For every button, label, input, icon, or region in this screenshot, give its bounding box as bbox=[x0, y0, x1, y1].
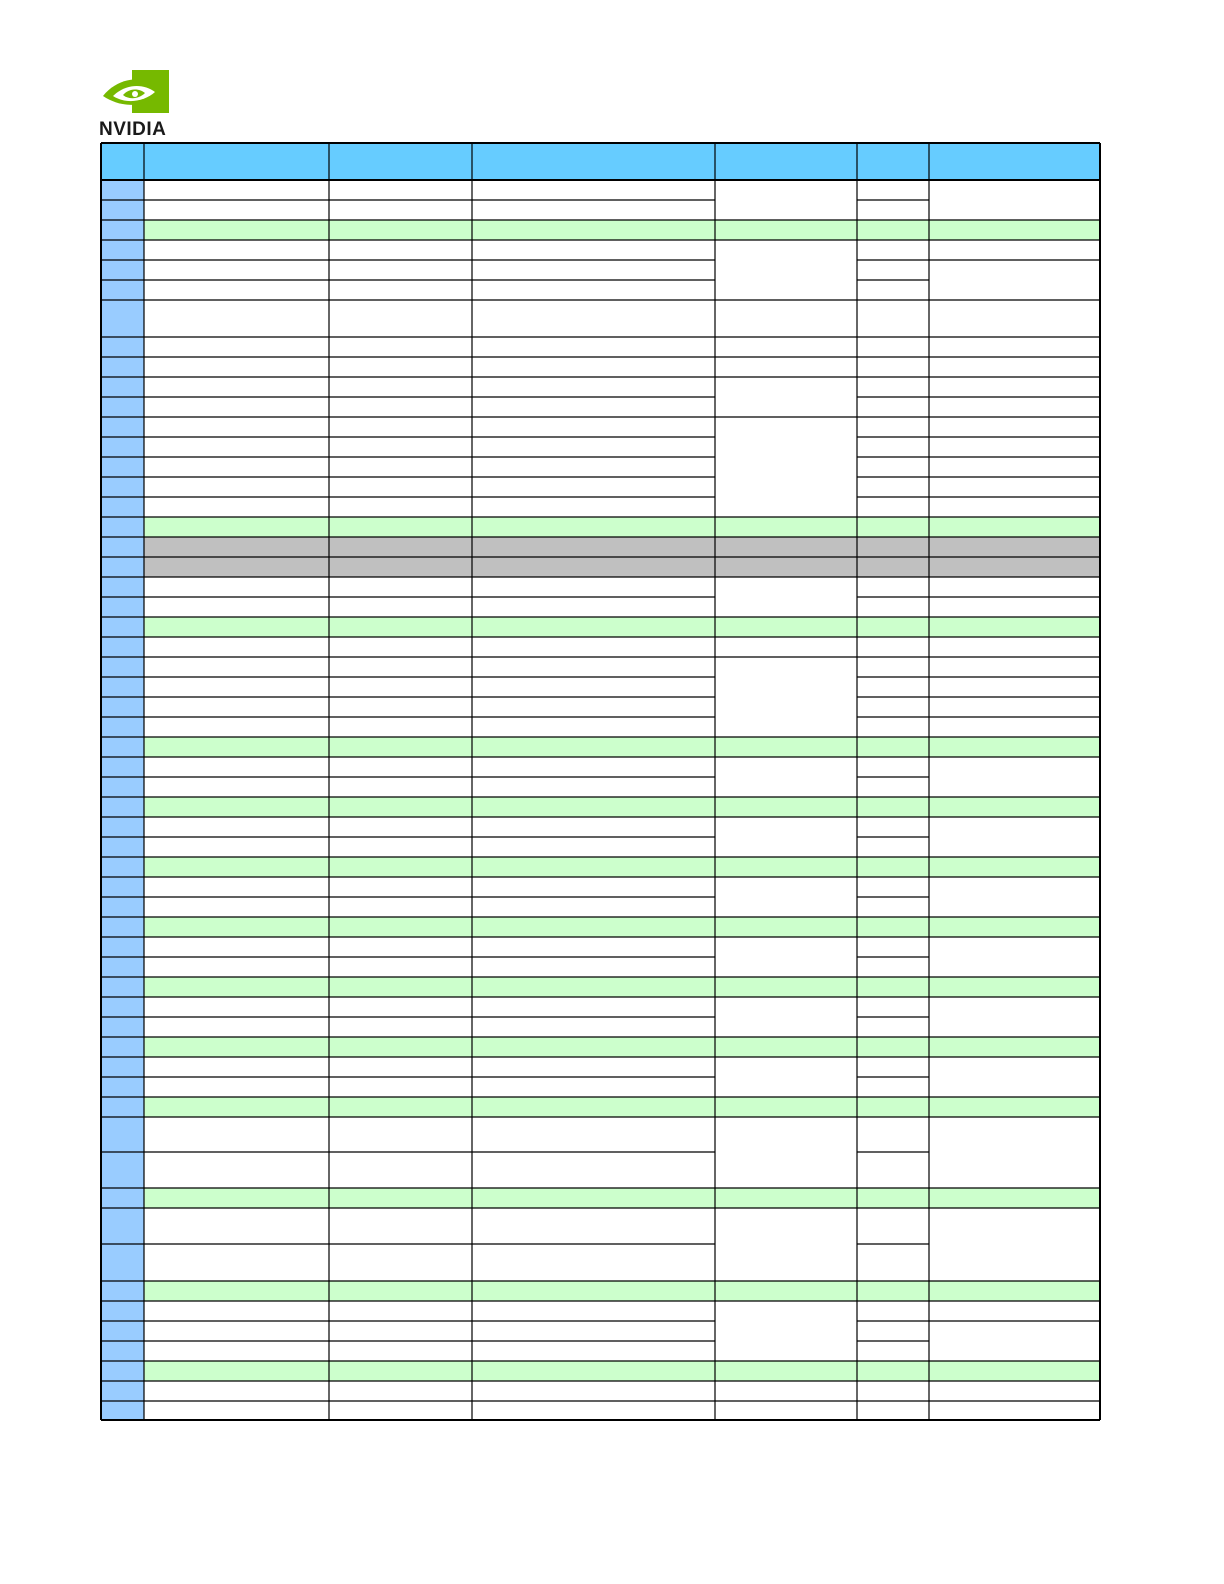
table-row bbox=[144, 200, 1100, 220]
row-index-cell bbox=[101, 437, 144, 457]
table-row bbox=[144, 1244, 1100, 1281]
table-row bbox=[144, 300, 1100, 337]
row-index-cell bbox=[101, 1341, 144, 1361]
table-row bbox=[144, 417, 1100, 437]
row-index-cell bbox=[101, 1281, 144, 1301]
table-row bbox=[144, 937, 1100, 957]
section-row bbox=[144, 917, 1100, 937]
row-index-cell bbox=[101, 240, 144, 260]
table-row bbox=[144, 377, 1100, 397]
row-index-cell bbox=[101, 997, 144, 1017]
table-row bbox=[144, 1301, 1100, 1321]
table-row bbox=[144, 757, 1100, 777]
row-index-cell bbox=[101, 1321, 144, 1341]
row-index-cell bbox=[101, 777, 144, 797]
table-row bbox=[144, 897, 1100, 917]
section-row bbox=[144, 1097, 1100, 1117]
table-row bbox=[144, 397, 1100, 417]
table-header bbox=[101, 143, 1100, 180]
table-row bbox=[144, 357, 1100, 377]
row-index-cell bbox=[101, 977, 144, 997]
row-index-cell bbox=[101, 477, 144, 497]
table-row bbox=[144, 677, 1100, 697]
section-row bbox=[144, 517, 1100, 537]
row-index-cell bbox=[101, 220, 144, 240]
table-row bbox=[144, 717, 1100, 737]
table-row bbox=[144, 697, 1100, 717]
section-row bbox=[144, 737, 1100, 757]
table-row bbox=[144, 260, 1100, 280]
row-index-cell bbox=[101, 1381, 144, 1401]
table-row bbox=[144, 997, 1100, 1017]
row-index-cell bbox=[101, 377, 144, 397]
table-row bbox=[144, 597, 1100, 617]
table-row bbox=[144, 337, 1100, 357]
table-row bbox=[144, 1341, 1100, 1361]
table-row bbox=[144, 457, 1100, 477]
table-row bbox=[144, 1117, 1100, 1152]
row-index-cell bbox=[101, 1361, 144, 1381]
table-row bbox=[144, 180, 1100, 200]
table-row bbox=[144, 1401, 1100, 1420]
table-row bbox=[144, 777, 1100, 797]
disabled-row bbox=[144, 537, 1100, 557]
row-index-cell bbox=[101, 577, 144, 597]
section-row bbox=[144, 797, 1100, 817]
section-row bbox=[144, 220, 1100, 240]
nvidia-wordmark: NVIDIA bbox=[99, 119, 167, 140]
row-index-cell bbox=[101, 877, 144, 897]
row-index-cell bbox=[101, 737, 144, 757]
section-row bbox=[144, 857, 1100, 877]
row-index-cell bbox=[101, 677, 144, 697]
row-index-cell bbox=[101, 797, 144, 817]
row-index-cell bbox=[101, 597, 144, 617]
row-index-cell bbox=[101, 1188, 144, 1208]
row-index-cell bbox=[101, 280, 144, 300]
table-row bbox=[144, 1381, 1100, 1401]
table-row bbox=[144, 477, 1100, 497]
row-index-cell bbox=[101, 697, 144, 717]
row-index-cell bbox=[101, 937, 144, 957]
row-index-cell bbox=[101, 457, 144, 477]
table-row bbox=[144, 577, 1100, 597]
row-index-cell bbox=[101, 200, 144, 220]
row-index-cell bbox=[101, 857, 144, 877]
table-row bbox=[144, 1077, 1100, 1097]
row-index-cell bbox=[101, 397, 144, 417]
table-row bbox=[144, 437, 1100, 457]
table-row bbox=[144, 877, 1100, 897]
table-row bbox=[144, 1057, 1100, 1077]
row-index-cell bbox=[101, 1208, 144, 1244]
table-row bbox=[144, 817, 1100, 837]
row-index-cell bbox=[101, 817, 144, 837]
row-index-cell bbox=[101, 1152, 144, 1188]
row-index-cell bbox=[101, 757, 144, 777]
row-index-cell bbox=[101, 260, 144, 280]
section-row bbox=[144, 1361, 1100, 1381]
table-row bbox=[144, 1208, 1100, 1244]
row-index-cell bbox=[101, 1244, 144, 1281]
table-row bbox=[144, 837, 1100, 857]
row-index-cell bbox=[101, 180, 144, 200]
table-row bbox=[144, 240, 1100, 260]
row-index-cell bbox=[101, 1117, 144, 1152]
row-index-cell bbox=[101, 917, 144, 937]
row-index-cell bbox=[101, 1301, 144, 1321]
table-row bbox=[144, 1152, 1100, 1188]
row-index-cell bbox=[101, 1057, 144, 1077]
row-index-cell bbox=[101, 1037, 144, 1057]
table-row bbox=[144, 1321, 1100, 1341]
row-index-cell bbox=[101, 637, 144, 657]
section-row bbox=[144, 617, 1100, 637]
disabled-row bbox=[144, 557, 1100, 577]
row-index-cell bbox=[101, 1017, 144, 1037]
row-index-cell bbox=[101, 957, 144, 977]
row-index-cell bbox=[101, 557, 144, 577]
row-index-cell bbox=[101, 897, 144, 917]
row-index-cell bbox=[101, 337, 144, 357]
row-index-cell bbox=[101, 357, 144, 377]
section-row bbox=[144, 977, 1100, 997]
table-row bbox=[144, 1017, 1100, 1037]
row-index-cell bbox=[101, 497, 144, 517]
row-index-cell bbox=[101, 1401, 144, 1420]
table-row bbox=[144, 637, 1100, 657]
table-row bbox=[144, 497, 1100, 517]
table-row bbox=[144, 657, 1100, 677]
row-index-cell bbox=[101, 300, 144, 337]
row-index-cell bbox=[101, 1077, 144, 1097]
row-index-cell bbox=[101, 417, 144, 437]
row-index-cell bbox=[101, 657, 144, 677]
row-index-cell bbox=[101, 837, 144, 857]
section-row bbox=[144, 1281, 1100, 1301]
row-index-cell bbox=[101, 537, 144, 557]
row-index-cell bbox=[101, 617, 144, 637]
row-index-cell bbox=[101, 517, 144, 537]
row-index-cell bbox=[101, 1097, 144, 1117]
section-row bbox=[144, 1188, 1100, 1208]
table-row bbox=[144, 957, 1100, 977]
row-index-cell bbox=[101, 717, 144, 737]
section-row bbox=[144, 1037, 1100, 1057]
table-row bbox=[144, 280, 1100, 300]
